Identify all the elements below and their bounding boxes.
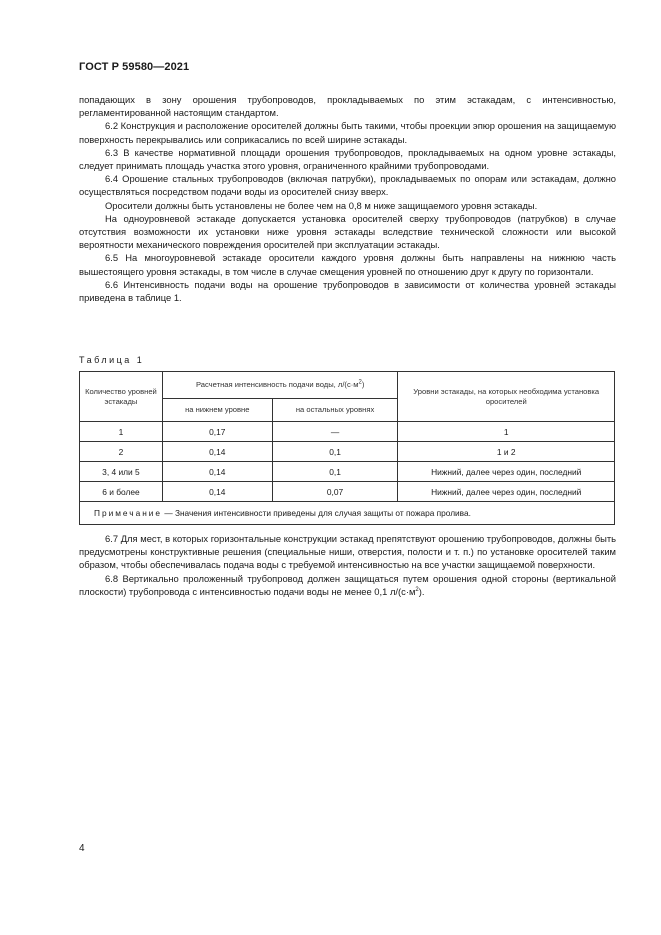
cell-lower: 0,14 bbox=[162, 462, 272, 482]
page-number: 4 bbox=[79, 843, 85, 854]
header-intensity: Расчетная интенсивность подачи воды, $л/(с\cdot м^2)$ bbox=[162, 372, 398, 399]
header-install-levels: Уровни эстакады, на которых необходима установка оросителей bbox=[398, 372, 615, 422]
header-other-levels: на остальных уровнях bbox=[272, 399, 398, 422]
table-row bbox=[80, 422, 615, 442]
cell-other: — bbox=[272, 422, 398, 442]
cell-levels: 6 и более bbox=[80, 482, 163, 502]
table-row bbox=[80, 442, 615, 462]
paragraph: 6.2 Конструкция и расположение оросителей должны быть такими, чтобы проекции эпюр орошения на защищаемую поверхность перекрывались или соприкасались по всей ширине эстакады. bbox=[79, 120, 616, 145]
paragraph: На одноуровневой эстакаде допускается установка оросителей сверху трубопроводов (патрубков) в случае отсутствия возможности их установки ниже уровня эстакады вследствие технической сложности или высокой вероятности механического повреждения оросителей при эксплуатации эстакады. bbox=[79, 212, 616, 251]
cell-install: Нижний, далее через один, последний bbox=[398, 482, 615, 502]
paragraph: 6.3 В качестве нормативной площади орошения трубопроводов, прокладываемых на одном уровне эстакады, следует принимать площадь участка этого уровня, ограниченного крайними трубопроводами. bbox=[79, 146, 616, 172]
note-label: Примечание bbox=[94, 508, 163, 518]
document-header: ГОСТ Р 59580—2021 bbox=[79, 61, 190, 73]
header-levels: Количество уровней эстакады bbox=[80, 372, 163, 422]
paragraph: 6.7 Для мест, в которых горизонтальные конструкции эстакад препятствуют орошению трубопроводов, должны быть предусмотрены конструктивные решения (специальные ниши, отверстия, полости и т. п.) по установке оросителей таким образом, чтобы обеспечивалась подача воды с требуемой интенсивностью на все участки защищаемой поверхности. bbox=[79, 533, 616, 571]
paragraph: 6.6 Интенсивность подачи воды на орошение трубопроводов в зависимости от количества уровней эстакады приведена в таблице 1. bbox=[79, 278, 616, 304]
cell-other: 0,1 bbox=[272, 442, 398, 462]
table-caption: Таблица 1 bbox=[79, 355, 145, 365]
table-row bbox=[80, 482, 615, 502]
paragraph: 6.8 Вертикально проложенный трубопровод должен защищаться путем орошения одной стороны (вертикальной плоскости) трубопровода с интенсивностью подачи воды не менее 0,1 $л/(с\cdot м^2)$. bbox=[79, 572, 616, 597]
paragraph: попадающих в зону орошения трубопроводов, прокладываемых по этим эстакадам, с интенсивностью, регламентированной настоящим стандартом. bbox=[79, 94, 616, 119]
paragraph: Оросители должны быть установлены не более чем на 0,8 м ниже защищаемого уровня эстакады. bbox=[105, 199, 538, 211]
table-note-row bbox=[80, 502, 615, 525]
cell-install: Нижний, далее через один, последний bbox=[398, 462, 615, 482]
cell-install: 1 и 2 bbox=[398, 442, 615, 462]
cell-levels: 2 bbox=[80, 442, 163, 462]
body-text-top bbox=[79, 93, 616, 304]
paragraph: 6.4 Орошение стальных трубопроводов (включая патрубки), прокладываемых по опорам или эстакадам, должно осуществляться посредством подачи воды из оросителей снизу вверх. bbox=[79, 173, 616, 198]
cell-levels: 1 bbox=[80, 422, 163, 442]
intensity-table bbox=[79, 371, 615, 525]
paragraph: 6.5 На многоуровневой эстакаде оросители каждого уровня должны быть направлены на нижнюю часть вышестоящего уровня эстакады, в том числе в случае смещения уровней по отношению друг к другу по горизонтали. bbox=[79, 252, 616, 277]
cell-lower: 0,17 bbox=[162, 422, 272, 442]
table-row bbox=[80, 462, 615, 482]
header-lower-level: на нижнем уровне bbox=[162, 399, 272, 422]
cell-install: 1 bbox=[398, 422, 615, 442]
cell-levels: 3, 4 или 5 bbox=[80, 462, 163, 482]
cell-lower: 0,14 bbox=[162, 442, 272, 462]
table-note bbox=[80, 502, 615, 525]
note-text: — Значения интенсивности приведены для случая защиты от пожара пролива. bbox=[162, 508, 471, 518]
cell-other: 0,1 bbox=[272, 462, 398, 482]
cell-lower: 0,14 bbox=[162, 482, 272, 502]
cell-other: 0,07 bbox=[272, 482, 398, 502]
body-text-bottom bbox=[79, 532, 616, 598]
